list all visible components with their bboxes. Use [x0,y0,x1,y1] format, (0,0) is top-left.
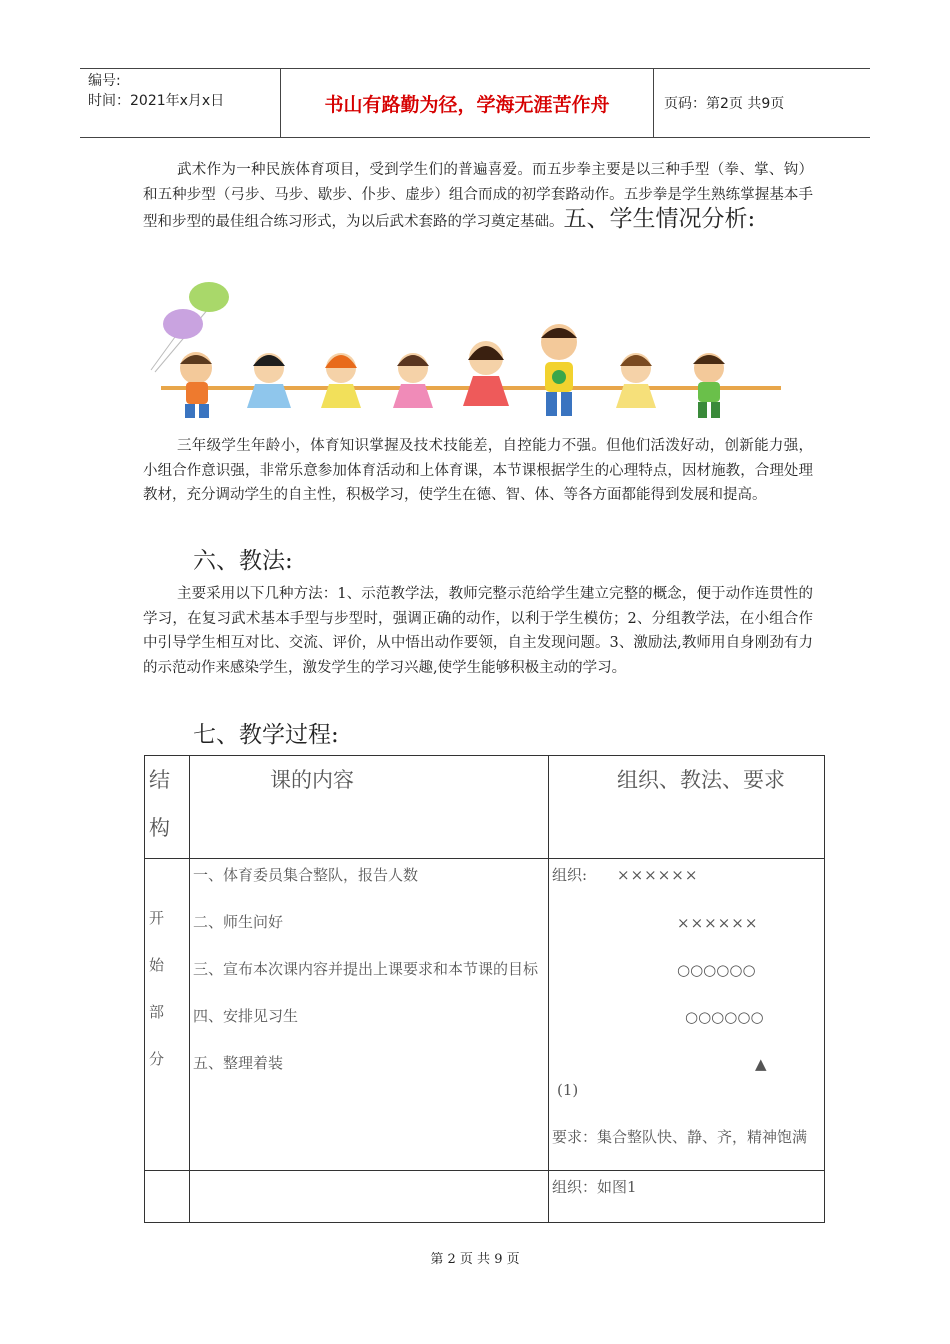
methods-paragraph: 主要采用以下几种方法：1、示范教学法，教师完整示范给学生建立完整的概念，便于动作连贯性的学习，在复习武术基本手型与步型时，强调正确的动作，以利于学生模仿；2、分组教学法，在小组合作中引导学生相互对比、交流、评价，从中悟出动作要领，自主发现问题。3、激励法,教师用自身刚劲有力的示范动作来感染学生，激发学生的学习兴趣,使学生能够积极主动的学习。 [143,586,813,676]
section-seven-heading: 七、教学过程: [193,722,339,748]
intro-paragraph [143,158,813,235]
organization-cell [549,859,825,1171]
table-row [145,1171,825,1223]
formation-row-x1: ×××××× [617,866,699,884]
list-item: 一、体育委员集合整队，报告人数 [193,866,419,884]
org-label: 组织: [552,866,588,884]
list-item: 二、师生问好 [193,913,284,931]
structure-header-char-2: 构 [149,816,170,840]
header-motto: 书山有路勤为径，学海无涯苦作舟 [281,69,654,137]
structure-header-char-1: 结 [149,768,170,792]
list-item: 四、安排见习生 [193,1007,299,1025]
children-illustration [141,280,813,425]
section-char: 分 [149,1050,165,1068]
structure-header [145,756,190,859]
content-cell-empty [190,1171,549,1223]
header-page-info: 页码：第2页 共9页 [664,96,785,112]
next-org-cell: 组织：如图1 [549,1171,825,1223]
table-row [145,859,825,1171]
section-start-cell [145,859,190,1171]
section-cell-empty [145,1171,190,1223]
method-header: 组织、教法、要求 [549,756,825,859]
section-six-heading: 六、教法: [193,548,293,574]
section-char: 始 [149,956,165,974]
section-char: 开 [149,909,165,927]
section-five-heading: 五、学生情况分析: [563,206,756,232]
content-header: 课的内容 [190,756,549,859]
requirement-text: 要求：集合整队快、静、齐，精神饱满 [552,1128,808,1146]
page-footer: 第 2 页 共 9 页 [430,1252,520,1267]
formation-row-x2: ×××××× [677,914,759,932]
formation-row-o1: ○○○○○○ [677,961,756,979]
teacher-marker: ▲ [755,1055,767,1073]
doc-time-label: 时间：2021年x月x日 [88,93,225,109]
section-char: 部 [149,1003,165,1021]
list-item: 五、整理着装 [193,1054,284,1072]
content-cell [190,859,549,1171]
figure-label: (1) [557,1081,579,1099]
formation-row-o2: ○○○○○○ [685,1008,764,1026]
process-table [144,755,825,1223]
intro-text: 武术作为一种民族体育项目，受到学生们的普遍喜爱。而五步拳主要是以三种手型（拳、掌、钩）和五种步型（弓步、马步、歇步、仆步、虚步）组合而成的初学套路动作。五步拳是学生熟练掌握基本手型和步型的最佳组合练习形式，为以后武术套路的学习奠定基础。 [143,162,813,230]
page-header [80,68,870,138]
header-meta [80,69,281,137]
student-analysis-paragraph: 三年级学生年龄小，体育知识掌握及技术技能差，自控能力不强。但他们活泼好动，创新能力强，小组合作意识强，非常乐意参加体育活动和上体育课，本节课根据学生的心理特点，因材施教，合理处理教材，充分调动学生的自主性，积极学习，使学生在德、智、体、等各方面都能得到发展和提高。 [143,438,813,503]
table-header-row [145,756,825,859]
doc-number-label: 编号: [88,73,121,89]
list-item: 三、宣布本次课内容并提出上课要求和本节课的目标 [193,960,539,978]
